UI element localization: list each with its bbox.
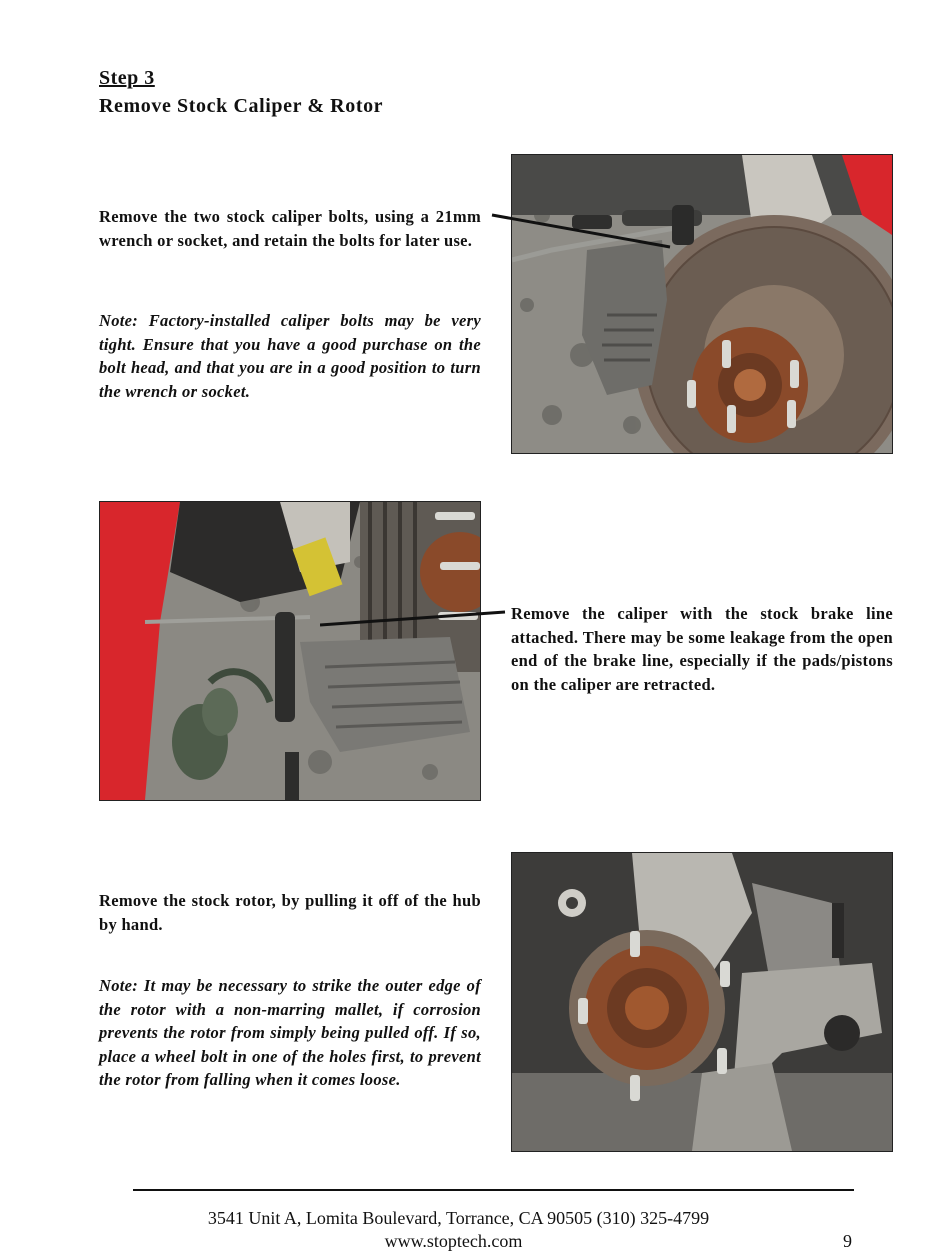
instruction-remove-caliper: Remove the caliper with the stock brake line attached. There may be some leakage from the open end of the brake line, especially if the pads/pistons on the caliper are retracted. bbox=[511, 604, 893, 694]
leader-line-caliper bbox=[320, 600, 520, 640]
footer-website[interactable]: www.stoptech.com bbox=[384, 1231, 523, 1251]
page-title: Remove Stock Caliper & Rotor bbox=[99, 95, 384, 117]
photo-caliper-removal bbox=[99, 501, 481, 801]
note-caliper-bolts: Note: Factory-installed caliper bolts may be very tight. Ensure that you have a good purchase on the bolt head, and that you are in a good position to turn the wrench or socket. bbox=[99, 311, 481, 401]
page-number: 9 bbox=[843, 1231, 852, 1251]
leader-line-bolts bbox=[480, 205, 680, 255]
footer-address: 3541 Unit A, Lomita Boulevard, Torrance, CA 90505 (310) 325-4799 bbox=[207, 1208, 710, 1228]
step-label: Step 3 bbox=[99, 67, 155, 89]
instruction-remove-rotor: Remove the stock rotor, by pulling it off of the hub by hand. bbox=[99, 891, 481, 934]
footer-divider bbox=[133, 1189, 854, 1191]
photo-rotor-removed bbox=[511, 852, 893, 1152]
note-rotor-corrosion: Note: It may be necessary to strike the outer edge of the rotor with a non-marring mallet, if corrosion prevents the rotor from simply being pulled off. If so, place a wheel bolt in one of the holes first, to prevent the rotor from falling when it comes loose. bbox=[99, 976, 481, 1089]
instruction-remove-bolts: Remove the two stock caliper bolts, using a 21mm wrench or socket, and retain the bolts for later use. bbox=[99, 207, 481, 250]
photo-caliper-bolts bbox=[511, 154, 893, 454]
